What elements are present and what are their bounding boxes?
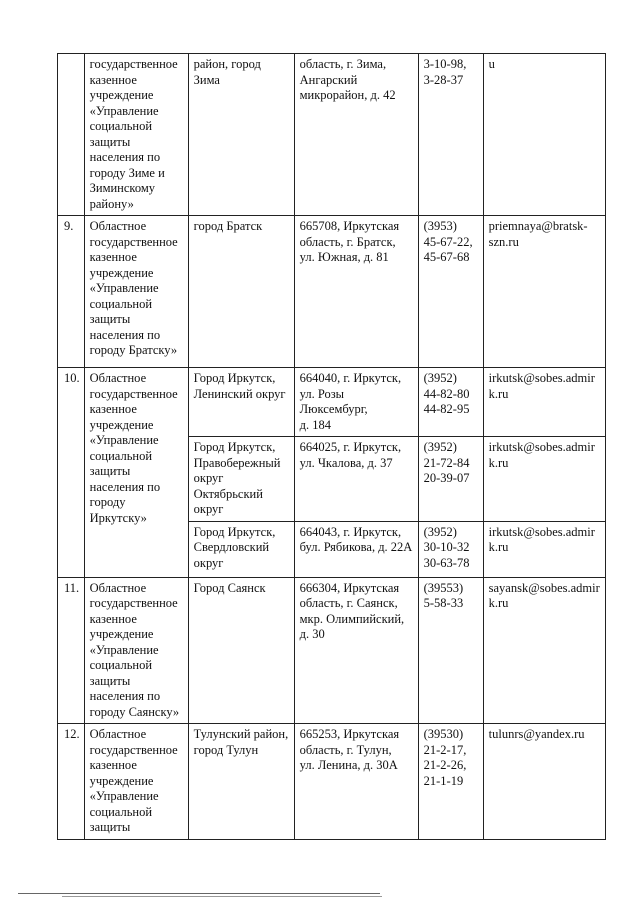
row-number (58, 54, 85, 216)
row-number: 9. (58, 216, 85, 368)
institution-cell: Областное государственное казенное учреждение «Управление социальной защиты населения по городу Саянску» (84, 577, 188, 724)
address-cell: 664025, г. Иркутск, ул. Чкалова, д. 37 (294, 437, 418, 522)
phone-cell: (39530) 21-2-17, 21-2-26, 21-1-19 (418, 724, 483, 840)
territory-cell: район, город Зима (188, 54, 294, 216)
email-cell: irkutsk@sobes.admir k.ru (483, 368, 605, 437)
email-cell: priemnaya@bratsk- szn.ru (483, 216, 605, 368)
table-row (58, 216, 606, 368)
territory-cell: Город Саянск (188, 577, 294, 724)
table-row (58, 577, 606, 724)
institution-cell: Областное государственное казенное учреждение «Управление социальной защиты населения по городу Братску» (84, 216, 188, 368)
row-number: 11. (58, 577, 85, 724)
institution-cell: Областное государственное казенное учреждение «Управление социальной защиты населения по городу Иркутску» (84, 368, 188, 578)
institutions-table (57, 53, 606, 840)
row-number: 10. (58, 368, 85, 578)
email-cell: tulunrs@yandex.ru (483, 724, 605, 840)
phone-cell: (3952) 30-10-32 30-63-78 (418, 521, 483, 577)
address-cell: 665253, Иркутская область, г. Тулун, ул. Ленина, д. 30А (294, 724, 418, 840)
territory-cell: Город Иркутск, Ленинский округ (188, 368, 294, 437)
phone-cell: (3953) 45-67-22, 45-67-68 (418, 216, 483, 368)
table-row (58, 724, 606, 840)
page-footer-rule (18, 893, 380, 894)
email-cell: irkutsk@sobes.admir k.ru (483, 521, 605, 577)
address-cell: 665708, Иркутская область, г. Братск, ул. Южная, д. 81 (294, 216, 418, 368)
page-footer-rule (62, 896, 382, 897)
phone-cell: (3952) 21-72-84 20-39-07 (418, 437, 483, 522)
email-cell: u (483, 54, 605, 216)
phone-cell: (39553) 5-58-33 (418, 577, 483, 724)
address-cell: 664040, г. Иркутск, ул. Розы Люксембург, д. 184 (294, 368, 418, 437)
territory-cell: Город Иркутск, Правобережный округ Октябрьский округ (188, 437, 294, 522)
territory-cell: Тулунский район, город Тулун (188, 724, 294, 840)
phone-cell: 3-10-98, 3-28-37 (418, 54, 483, 216)
address-cell: 666304, Иркутская область, г. Саянск, мкр. Олимпийский, д. 30 (294, 577, 418, 724)
row-number: 12. (58, 724, 85, 840)
table-row (58, 54, 606, 216)
phone-cell: (3952) 44-82-80 44-82-95 (418, 368, 483, 437)
address-cell: область, г. Зима, Ангарский микрорайон, д. 42 (294, 54, 418, 216)
institution-cell: государственное казенное учреждение «Управление социальной защиты населения по городу Зиме и Зиминскому району» (84, 54, 188, 216)
territory-cell: Город Иркутск, Свердловский округ (188, 521, 294, 577)
institution-cell: Областное государственное казенное учреждение «Управление социальной защиты (84, 724, 188, 840)
email-cell: irkutsk@sobes.admir k.ru (483, 437, 605, 522)
territory-cell: город Братск (188, 216, 294, 368)
address-cell: 664043, г. Иркутск, бул. Рябикова, д. 22А (294, 521, 418, 577)
email-cell: sayansk@sobes.admir k.ru (483, 577, 605, 724)
table-row (58, 368, 606, 437)
